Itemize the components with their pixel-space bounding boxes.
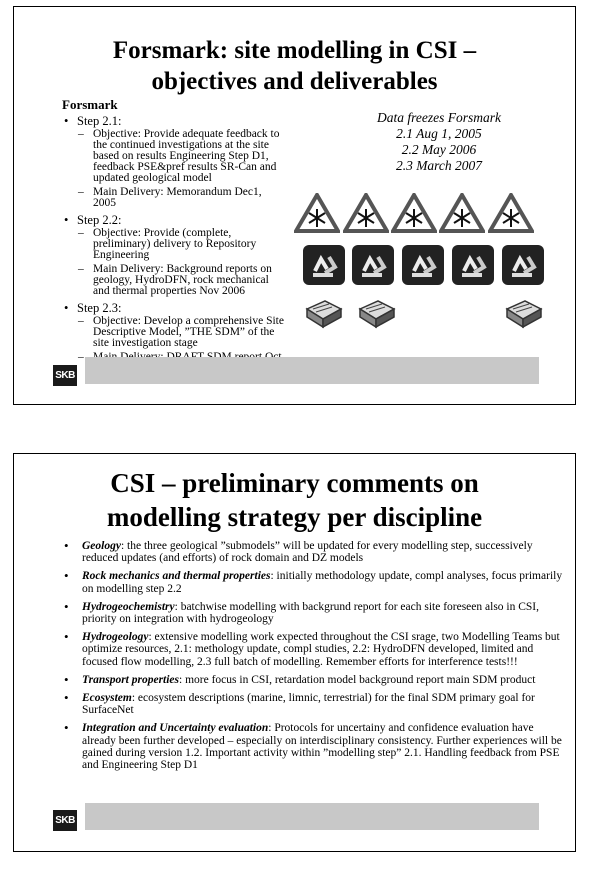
step-label: • Step 2.3:	[62, 303, 287, 314]
footer-bar	[85, 357, 539, 384]
discipline-bullet	[59, 540, 564, 564]
discipline-bullet	[59, 601, 564, 625]
discipline-term: Hydrogeology	[82, 631, 149, 644]
discipline-text: : batchwise modelling with backgrund report for each site foreseen also in CSI, priority on integration with hydrogeology	[82, 600, 540, 626]
discipline-text: : extensive modelling work expected throughout the CSI srage, two Modelling Teams but optimize resources, 2.1: methology update, compl studies, 2.2: HydroDFN developed, limited and focused flow modelling, 2.3 full batch of modelling. Remember efforts for interference tests!!!	[82, 631, 560, 668]
snowflake-warning-icon	[343, 193, 389, 233]
step-item: – Main Delivery: Memorandum Dec1, 2005	[62, 187, 287, 209]
recycle-icon	[502, 245, 544, 285]
discipline-bullet	[59, 722, 564, 771]
recycle-icon	[352, 245, 394, 285]
recycle-icon	[303, 245, 345, 285]
data-freeze-line: 2.3 March 2007	[395, 158, 483, 173]
discipline-text: : initially methodology update, compl analyses, focus primarily on modelling step 2.2	[82, 570, 563, 595]
snowflake-warning-icon	[391, 193, 437, 233]
title-line-1: CSI – preliminary comments on	[110, 468, 479, 498]
discipline-bullet	[59, 692, 564, 716]
step-item: – Objective: Provide (complete, preliminary) delivery to Repository Engineering	[62, 228, 287, 261]
skb-logo: SKB	[53, 365, 77, 386]
skb-logo: SKB	[53, 810, 77, 831]
snowflake-warning-icon	[439, 193, 485, 233]
snowflake-warning-icon	[488, 193, 534, 233]
recycle-icon	[452, 245, 494, 285]
discipline-text: : the three geological ”submodels” will be updated for every modelling step, successively reduced updates (and efforts) of rock domain and DZ models	[82, 540, 533, 565]
discipline-term: Transport properties	[82, 673, 180, 686]
data-freeze-line: 2.2 May 2006	[401, 142, 477, 157]
discipline-text: : Protocols for uncertainy and confidence evaluation have already been further developed – especially on interdisciplinary consistency. Further experiences will be gained during version 1.2. Important activity within ”modelling step” 2.1. Handling feedback from PSE and Engineering Step D1	[82, 722, 562, 772]
slide-modelling-strategy	[13, 453, 576, 852]
discipline-term: Rock mechanics and thermal properties	[82, 570, 271, 583]
discipline-text: : more focus in CSI, retardation model background report main SDM product	[179, 673, 536, 686]
discipline-bullet	[59, 631, 564, 668]
slide-title	[14, 35, 575, 97]
discipline-term: Geology	[82, 540, 121, 552]
discipline-term: Hydrogeochemistry	[82, 600, 175, 613]
discipline-term: Ecosystem	[82, 692, 132, 705]
book-icon	[503, 299, 543, 329]
step-item: – Objective: Develop a comprehensive Site Descriptive Model, ”THE SDM” of the site investigation stage	[62, 316, 287, 349]
step-label: • Step 2.1:	[62, 116, 287, 127]
title-line-2: objectives and deliverables	[151, 68, 438, 95]
discipline-list	[59, 540, 564, 777]
book-icon	[356, 299, 396, 329]
slide-title	[14, 466, 575, 534]
footer-bar	[85, 803, 539, 830]
discipline-text: : ecosystem descriptions (marine, limnic, terrestrial) for the final SDM primary goal for SurfaceNet	[82, 692, 535, 717]
book-icon	[303, 299, 343, 329]
title-line-1: Forsmark: site modelling in CSI –	[112, 37, 477, 64]
step-item: – Objective: Provide adequate feedback to the continued investigations at the site based on results Engineering Step D1, feedback PSE&pref results SR-Can and updated geological model	[62, 129, 287, 184]
snowflake-warning-icon	[294, 193, 340, 233]
discipline-bullet	[59, 570, 564, 594]
step-item: – Main Delivery: Background reports on geology, HydroDFN, rock mechanical and thermal properties Nov 2006	[62, 264, 287, 297]
step-label: • Step 2.2:	[62, 215, 287, 226]
data-freezes	[314, 110, 564, 174]
title-line-2: modelling strategy per discipline	[106, 502, 483, 532]
discipline-term: Integration and Uncertainty evaluation	[82, 722, 269, 735]
slide-objectives	[13, 6, 576, 405]
recycle-icon	[402, 245, 444, 285]
steps-column	[62, 99, 287, 377]
data-freeze-line: 2.1 Aug 1, 2005	[396, 126, 482, 141]
discipline-bullet	[59, 674, 564, 686]
data-freezes-heading: Data freezes Forsmark	[377, 110, 501, 125]
section-heading: Forsmark	[62, 97, 118, 112]
